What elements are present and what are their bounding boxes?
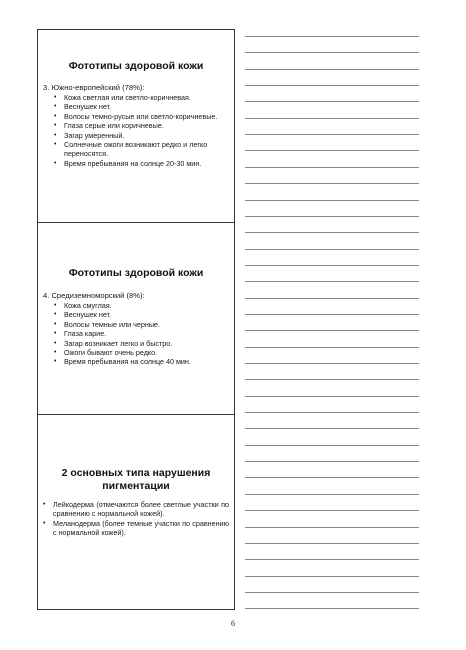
panel-title: Фототипы здоровой кожи <box>68 60 204 72</box>
slide-panel-1 <box>38 30 234 223</box>
list-item: • Волосы темно-русые или светло-коричневые. <box>54 112 230 121</box>
note-line <box>245 445 419 446</box>
note-line <box>245 543 419 544</box>
bullet-list <box>43 500 229 538</box>
list-item: • Веснушек нет. <box>54 102 230 111</box>
slide-panel-3 <box>38 415 234 609</box>
slide-panel-2 <box>38 223 234 415</box>
note-line <box>245 85 419 86</box>
note-line <box>245 347 419 348</box>
list-item: • Время пребывания на солнце 40 мин. <box>54 357 230 366</box>
note-line <box>245 461 419 462</box>
panel-title-line-1: 2 основных типа нарушения <box>61 467 211 479</box>
note-line <box>245 494 419 495</box>
note-lines <box>245 36 419 610</box>
list-item: • Глаза серые или коричневые. <box>54 121 230 130</box>
note-line <box>245 281 419 282</box>
list-item: • Веснушек нет. <box>54 310 230 319</box>
note-line <box>245 576 419 577</box>
bullet-list <box>54 93 230 168</box>
note-line <box>245 608 419 609</box>
list-item: • Лейкодерма (отмечаются более светлые участки по сравнению с нормальной кожей). <box>43 500 229 519</box>
list-item: • Волосы темные или черные. <box>54 320 230 329</box>
list-item: • Глаза карие. <box>54 329 230 338</box>
note-line <box>245 412 419 413</box>
list-item: • Кожа смуглая. <box>54 301 230 310</box>
note-line <box>245 52 419 53</box>
note-line <box>245 559 419 560</box>
note-line <box>245 36 419 37</box>
note-line <box>245 477 419 478</box>
list-item: • Время пребывания на солнце 20-30 мин. <box>54 159 230 168</box>
bullet-list <box>54 301 230 367</box>
list-item: • Загар возникает легко и быстро. <box>54 339 230 348</box>
note-line <box>245 396 419 397</box>
note-line <box>245 527 419 528</box>
note-line <box>245 265 419 266</box>
note-line <box>245 150 419 151</box>
note-line <box>245 216 419 217</box>
list-item: • Меланодерма (более темные участки по сравнению с нормальной кожей). <box>43 519 229 538</box>
list-item: • Загар умеренный. <box>54 131 230 140</box>
note-line <box>245 314 419 315</box>
note-line <box>245 510 419 511</box>
note-line <box>245 379 419 380</box>
note-line <box>245 69 419 70</box>
note-line <box>245 298 419 299</box>
note-line <box>245 183 419 184</box>
page-number: 6 <box>231 619 235 628</box>
panel-title-line-2: пигментации <box>102 480 170 492</box>
note-line <box>245 330 419 331</box>
section-heading: 4. Средиземноморский (8%): <box>43 291 145 300</box>
note-line <box>245 134 419 135</box>
note-line <box>245 363 419 364</box>
section-heading: 3. Южно-европейский (78%): <box>43 83 145 92</box>
list-item: • Солнечные ожоги возникают редко и легко переносятся. <box>54 140 230 159</box>
note-line <box>245 200 419 201</box>
note-line <box>245 428 419 429</box>
note-line <box>245 118 419 119</box>
note-line <box>245 592 419 593</box>
slide-panels <box>37 29 235 610</box>
note-line <box>245 249 419 250</box>
list-item: • Кожа светлая или светло-коричневая. <box>54 93 230 102</box>
list-item: • Ожоги бывают очень редко. <box>54 348 230 357</box>
note-line <box>245 232 419 233</box>
panel-title <box>38 467 234 493</box>
note-line <box>245 101 419 102</box>
panel-title: Фототипы здоровой кожи <box>68 267 204 279</box>
note-line <box>245 167 419 168</box>
